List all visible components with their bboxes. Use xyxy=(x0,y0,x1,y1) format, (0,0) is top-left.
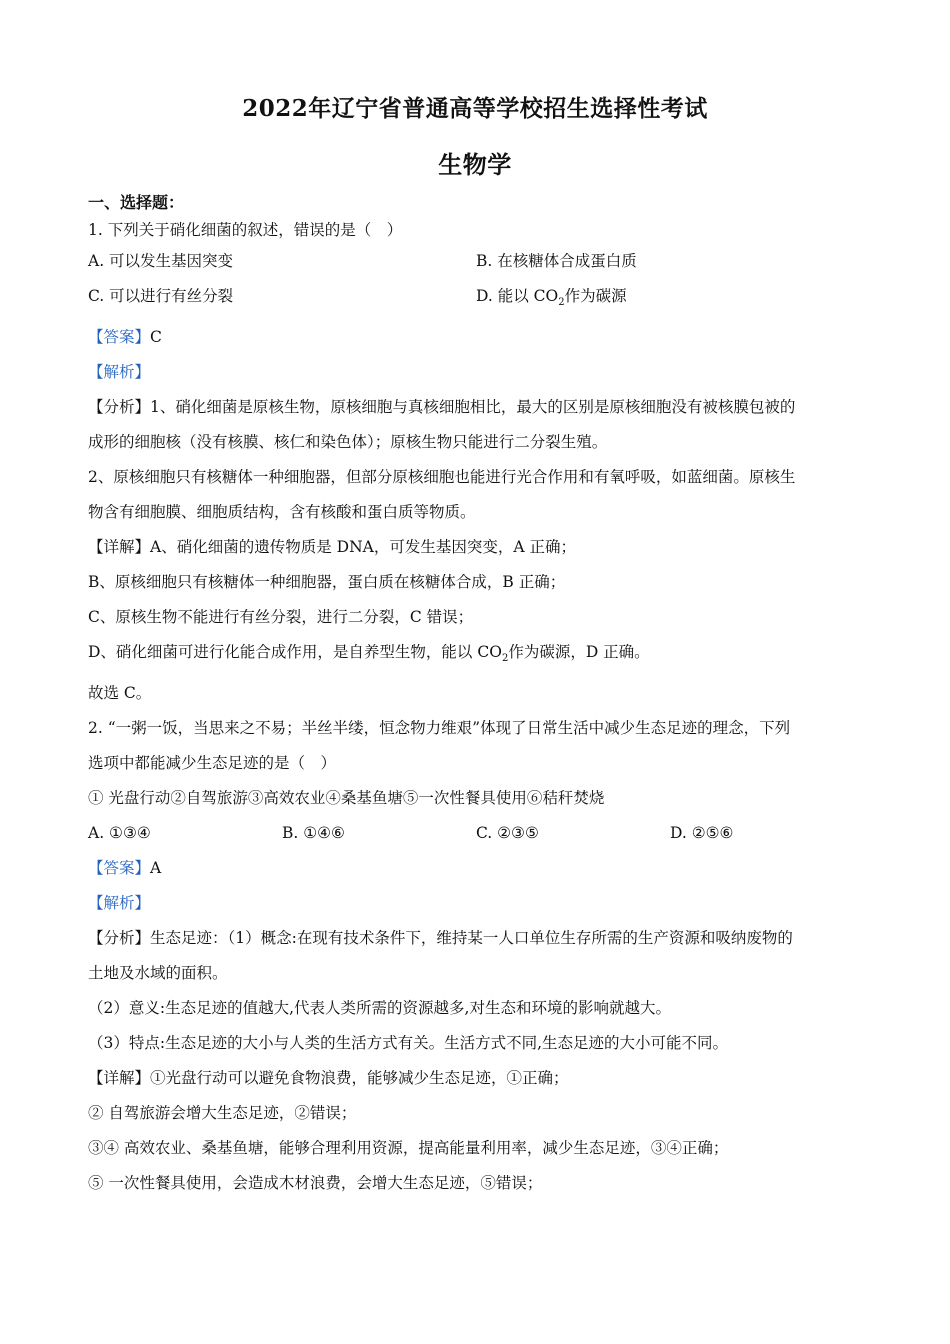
q2-options-row xyxy=(88,816,863,851)
q1-fenxi-1: 【分析】1、硝化细菌是原核生物，原核细胞与真核细胞相比，最大的区别是原核细胞没有被核膜包被的 xyxy=(88,398,796,417)
q2-analysis-tag: 【解析】 xyxy=(88,894,151,913)
q2-fenxi-2: 土地及水域的面积。 xyxy=(88,964,228,983)
q2-detail-3: ③④ 高效农业、桑基鱼塘，能够合理利用资源，提高能量利用率，减少生态足迹，③④正确； xyxy=(88,1139,729,1158)
answer-tag: 【答案】 xyxy=(88,859,151,878)
q1-option-a: A. 可以发生基因突变 xyxy=(88,252,234,270)
exam-title: 2022年辽宁省普通高等学校招生选择性考试 xyxy=(242,95,708,122)
answer-tag: 【答案】 xyxy=(88,328,151,347)
q1-analysis-tag: 【解析】 xyxy=(88,363,151,382)
q1-detail-c: C、原核生物不能进行有丝分裂，进行二分裂，C 错误； xyxy=(88,608,474,627)
q1-option-d: D. 能以 $CO_2$作为碳源 xyxy=(476,287,627,309)
q2-stem-2: 选项中都能减少生态足迹的是（ ） xyxy=(88,754,337,773)
q1-stem: 1. 下列关于硝化细菌的叙述，错误的是（ ） xyxy=(88,221,403,239)
q2-detail-2: ② 自驾旅游会增大生态足迹，②错误； xyxy=(88,1104,357,1123)
q2-stem-1: 2. “一粥一饭，当思来之不易；半丝半缕，恒念物力维艰”体现了日常生活中减少生态足迹的理念，下列 xyxy=(88,719,791,738)
q1-answer: 【答案】C xyxy=(88,328,162,347)
q1-fenxi-4: 物含有细胞膜、细胞质结构，含有核酸和蛋白质等物质。 xyxy=(88,503,476,522)
q2-detail-1: 【详解】①光盘行动可以避免食物浪费，能够减少生态足迹，①正确； xyxy=(88,1069,569,1088)
q1-options-row-1 xyxy=(88,244,863,279)
q1-option-c: C. 可以进行有丝分裂 xyxy=(88,287,234,305)
q1-detail-a: 【详解】A、硝化细菌的遗传物质是 DNA，可发生基因突变，A 正确； xyxy=(88,538,576,557)
q2-fenxi-1: 【分析】生态足迹：（1）概念:在现有技术条件下，维持某一人口单位生存所需的生产资源和吸纳废物的 xyxy=(88,929,793,948)
q2-option-a: A. ①③④ xyxy=(88,824,151,843)
q1-fenxi-2: 成形的细胞核（没有核膜、核仁和染色体）；原核生物只能进行二分裂生殖。 xyxy=(88,433,608,452)
q2-fenxi-4: （3）特点:生态足迹的大小与人类的生活方式有关。生活方式不同,生态足迹的大小可能不同。 xyxy=(88,1034,729,1053)
q2-detail-4: ⑤ 一次性餐具使用，会造成木材浪费，会增大生态足迹，⑤错误； xyxy=(88,1174,543,1193)
q1-options-row-2 xyxy=(88,279,863,320)
q2-fenxi-3: （2）意义:生态足迹的值越大,代表人类所需的资源越多,对生态和环境的影响就越大。 xyxy=(88,999,671,1018)
document-body xyxy=(88,190,863,1201)
q1-option-b: B. 在核糖体合成蛋白质 xyxy=(476,252,637,270)
q2-answer: 【答案】A xyxy=(88,859,162,878)
q1-conclusion: 故选 C。 xyxy=(88,684,152,703)
subject-title: 生物学 xyxy=(438,150,512,179)
q2-items: ① 光盘行动②自驾旅游③高效农业④桑基鱼塘⑤一次性餐具使用⑥秸秆焚烧 xyxy=(88,789,605,808)
q2-option-c: C. ②③⑤ xyxy=(476,824,539,843)
q1-detail-d: D、硝化细菌可进行化能合成作用，是自养型生物，能以 $CO_2$作为碳源，D 正确。 xyxy=(88,643,650,665)
q1-fenxi-3: 2、原核细胞只有核糖体一种细胞器，但部分原核细胞也能进行光合作用和有氧呼吸，如蓝细菌。原核生 xyxy=(88,468,796,487)
q1-detail-b: B、原核细胞只有核糖体一种细胞器，蛋白质在核糖体合成，B 正确； xyxy=(88,573,566,592)
section-heading: 一、选择题： xyxy=(88,193,185,212)
q2-option-b: B. ①④⑥ xyxy=(282,824,345,843)
q2-option-d: D. ②⑤⑥ xyxy=(670,824,734,843)
